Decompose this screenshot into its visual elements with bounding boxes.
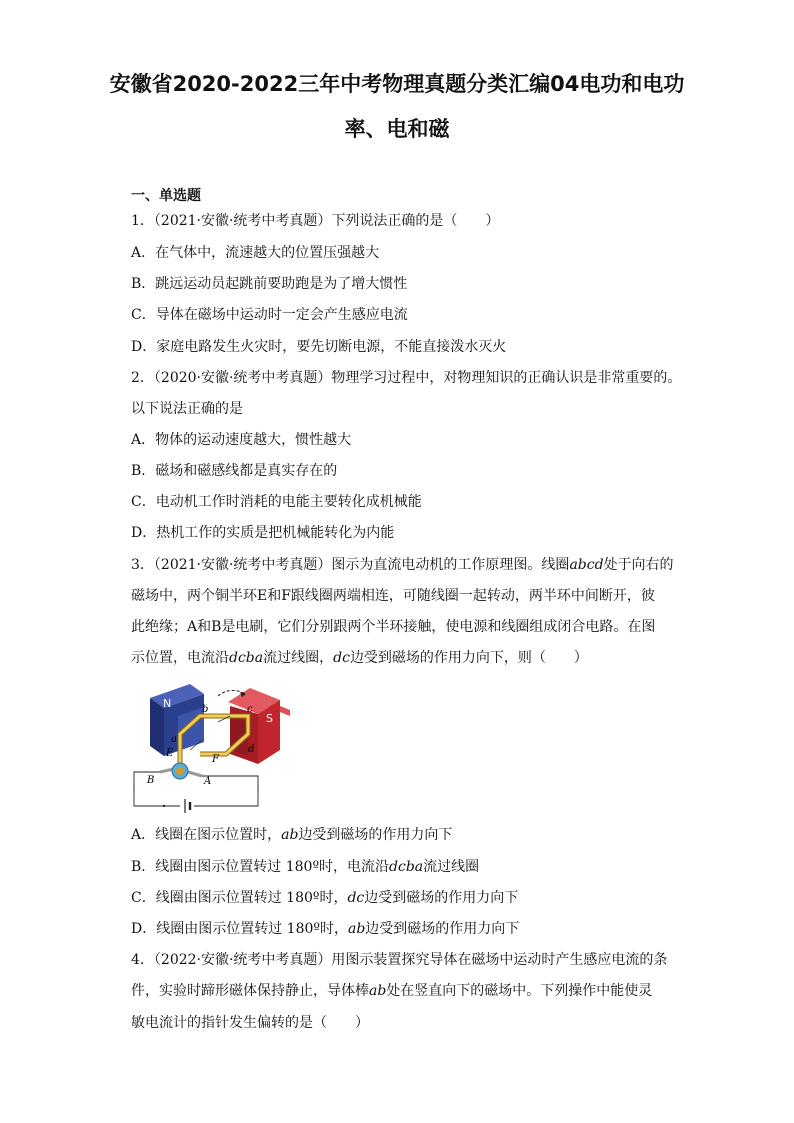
option-text: 边受到磁场的作用力向下 [365,921,520,937]
option-text: B．线圈由图示位置转过 180º时，电流沿 [131,859,390,875]
question-1-stem: 1．（2021·安徽·统考中考真题）下列说法正确的是（ ） [131,213,500,229]
question-2-option-b: B．磁场和磁感线都是真实存在的 [131,463,338,479]
question-3-stem-line-4 [131,649,588,667]
question-2-option-d: D．热机工作的实质是把机械能转化为内能 [131,525,395,541]
question-1-option-b: B．跳远运动员起跳前要助跑是为了增大惯性 [131,276,408,292]
stem-text: 示位置，电流沿 [131,650,229,666]
stem-text: 边受到磁场的作用力向下，则（ ） [349,650,588,666]
stem-text: 3．（2021·安徽·统考中考真题）图示为直流电动机的工作原理图。线圈 [131,557,570,573]
rod-label: ab [369,983,387,999]
stem-text: 流过线圈， [263,650,334,666]
north-label: N [163,697,172,710]
question-3-option-d [131,920,519,938]
south-pole-magnet [228,688,290,764]
question-1-option-a: A．在气体中，流速越大的位置压强越大 [131,245,380,261]
option-text: 流过线圈 [423,859,480,875]
question-3-stem-line-3: 此绝缘；A和B是电刷，它们分别跟两个半环接触，使电源和线圈组成闭合电路。在图 [131,619,656,635]
question-1-option-d: D．家庭电路发生火灾时，要先切断电源，不能直接泼水灭火 [131,339,507,355]
question-3-option-a [131,826,452,844]
brush-label-b: B [147,775,155,786]
current-path: dcba [229,650,264,666]
page-title-line-2: 率、电和磁 [344,117,450,141]
question-2-stem-line-2: 以下说法正确的是 [131,401,243,417]
coil-label-c: c [247,704,253,715]
page-title-line-1: 安徽省2020-2022三年中考物理真题分类汇编04电功和电功 [109,72,685,96]
coil-label: abcd [569,557,604,573]
question-2-stem-line-1: 2．（2020·安徽·统考中考真题）物理学习过程中，对物理知识的正确认识是非常重要的。 [131,370,682,386]
brush-label-a: A [204,776,212,787]
question-4-stem-line-1: 4．（2022·安徽·统考中考真题）用图示装置探究导体在磁场中运动时产生感应电流的条 [131,952,668,968]
question-3-stem-line-1 [131,556,674,574]
side-label: ab [281,827,299,843]
circuit-wire-left [134,772,180,806]
option-text: 边受到磁场的作用力向下 [298,827,453,843]
brush-a [188,772,202,776]
side-label: dc [347,890,365,906]
stem-text: 件，实验时蹄形磁体保持静止，导体棒 [131,983,369,999]
option-text: 边受到磁场的作用力向下 [364,890,519,906]
option-text: A．线圈在图示位置时， [131,827,282,843]
question-1-option-c: C．导体在磁场中运动时一定会产生感应电流 [131,307,408,323]
question-2-option-c: C．电动机工作时消耗的电能主要转化成机械能 [131,494,422,510]
coil-label-d: d [248,744,255,755]
junction-dot [163,805,165,807]
side-label: dc [333,650,350,666]
question-4-stem-line-3: 敏电流计的指针发生偏转的是（ ） [131,1015,369,1031]
stem-text: 处于向右的 [603,557,674,573]
south-label: S [266,712,273,725]
question-2-option-a: A．物体的运动速度越大，惯性越大 [131,432,352,448]
section-heading: 一、单选题 [131,188,201,204]
question-4-stem-line-2 [131,982,652,1000]
question-3-option-b [131,858,479,876]
dc-motor-diagram [130,676,273,814]
coil-label-a: a [171,734,177,745]
coil-label-b: b [202,704,209,715]
half-ring-label-f: F [212,754,219,765]
current-path: dcba [389,859,424,875]
question-3-stem-line-2: 磁场中，两个铜半环E和F跟线圈两端相连，可随线圈一起转动，两半环中间断开，彼 [131,588,655,604]
question-3-option-c [131,889,518,907]
half-ring-label-e: E [166,748,174,759]
side-label: ab [347,921,366,937]
stem-text: 处在竖直向下的磁场中。下列操作中能使灵 [386,983,653,999]
option-text: D．线圈由图示位置转过 180º时， [131,921,348,937]
option-text: C．线圈由图示位置转过 180º时， [131,890,348,906]
commutator-core [176,767,184,775]
